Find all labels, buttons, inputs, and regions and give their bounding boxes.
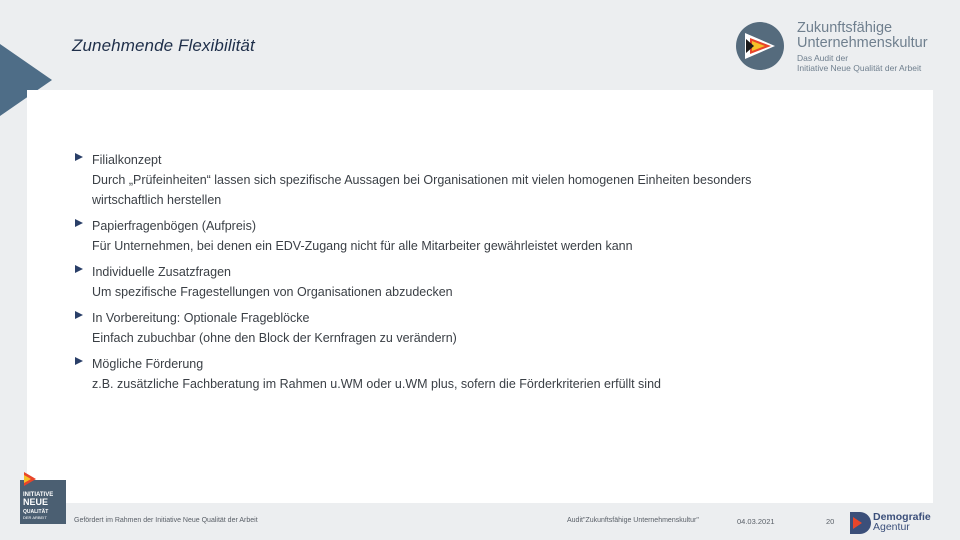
bullet-triangle-icon	[75, 219, 83, 227]
bullet-detail: z.B. zusätzliche Fachberatung im Rahmen u.WM oder u.WM plus, sofern die Förderkriterien erfüllt sind	[92, 377, 661, 391]
audit-logo-line3: Das Audit der	[797, 53, 849, 63]
footer-date: 04.03.2021	[737, 517, 775, 526]
bullet-triangle-icon	[75, 265, 83, 273]
inqa-logo-line2: NEUE	[23, 497, 49, 507]
bullet-detail: Durch „Prüfeinheiten“ lassen sich spezifische Aussagen bei Organisationen mit vielen homogenen Einheiten besonders	[92, 173, 752, 187]
demografie-agentur-logo-icon	[847, 510, 871, 536]
bullet-item	[75, 150, 895, 210]
bullet-item	[75, 354, 895, 394]
inqa-logo-line3: QUALITÄT	[23, 509, 49, 515]
slide-title: Zunehmende Flexibilität	[72, 36, 255, 55]
audit-logo-text	[797, 21, 928, 73]
audit-circle-arrow-icon	[735, 21, 785, 71]
demografie-logo-line2: Agentur	[873, 521, 910, 533]
bullet-triangle-icon	[75, 153, 83, 161]
bullet-detail: Um spezifische Fragestellungen von Organisationen abzudecken	[92, 285, 453, 299]
bullet-detail: Für Unternehmen, bei denen ein EDV-Zugang nicht für alle Mitarbeiter gewährleistet werden kann	[92, 239, 633, 253]
bullet-triangle-icon	[75, 311, 83, 319]
bullet-detail: wirtschaftlich herstellen	[92, 193, 222, 207]
bullet-item	[75, 262, 895, 302]
bullet-heading: Individuelle Zusatzfragen	[92, 265, 231, 279]
demografie-agentur-logo	[847, 510, 939, 536]
inqa-logo-line1: INITIATIVE	[23, 492, 54, 498]
footer-audit-name: Audit"Zukunftsfähige Unternehmenskultur"	[567, 517, 699, 524]
bullet-triangle-icon	[75, 357, 83, 365]
demografie-logo-line1: Demografie	[873, 511, 931, 523]
bullet-list	[75, 150, 895, 400]
demografie-agentur-text	[873, 512, 931, 532]
page-number: 20	[826, 517, 835, 526]
bullet-detail: Einfach zubuchbar (ohne den Block der Kernfragen zu verändern)	[92, 331, 457, 345]
bullet-heading: In Vorbereitung: Optionale Frageblöcke	[92, 311, 310, 325]
footer-funding-note: Gefördert im Rahmen der Initiative Neue Qualität der Arbeit	[74, 517, 258, 524]
bullet-heading: Filialkonzept	[92, 153, 162, 167]
bullet-item	[75, 308, 895, 348]
audit-logo	[735, 19, 955, 75]
audit-logo-line2: Unternehmenskultur	[797, 35, 928, 51]
bullet-item	[75, 216, 895, 256]
inqa-logo-line4: DER ARBEIT	[23, 515, 47, 520]
content-panel	[27, 90, 933, 503]
bullet-heading: Papierfragenbögen (Aufpreis)	[92, 219, 256, 233]
audit-logo-line4: Initiative Neue Qualität der Arbeit	[797, 63, 922, 73]
bullet-heading: Mögliche Förderung	[92, 357, 204, 371]
inqa-logo-icon	[20, 472, 66, 524]
audit-logo-line1: Zukunftsfähige	[797, 20, 893, 36]
